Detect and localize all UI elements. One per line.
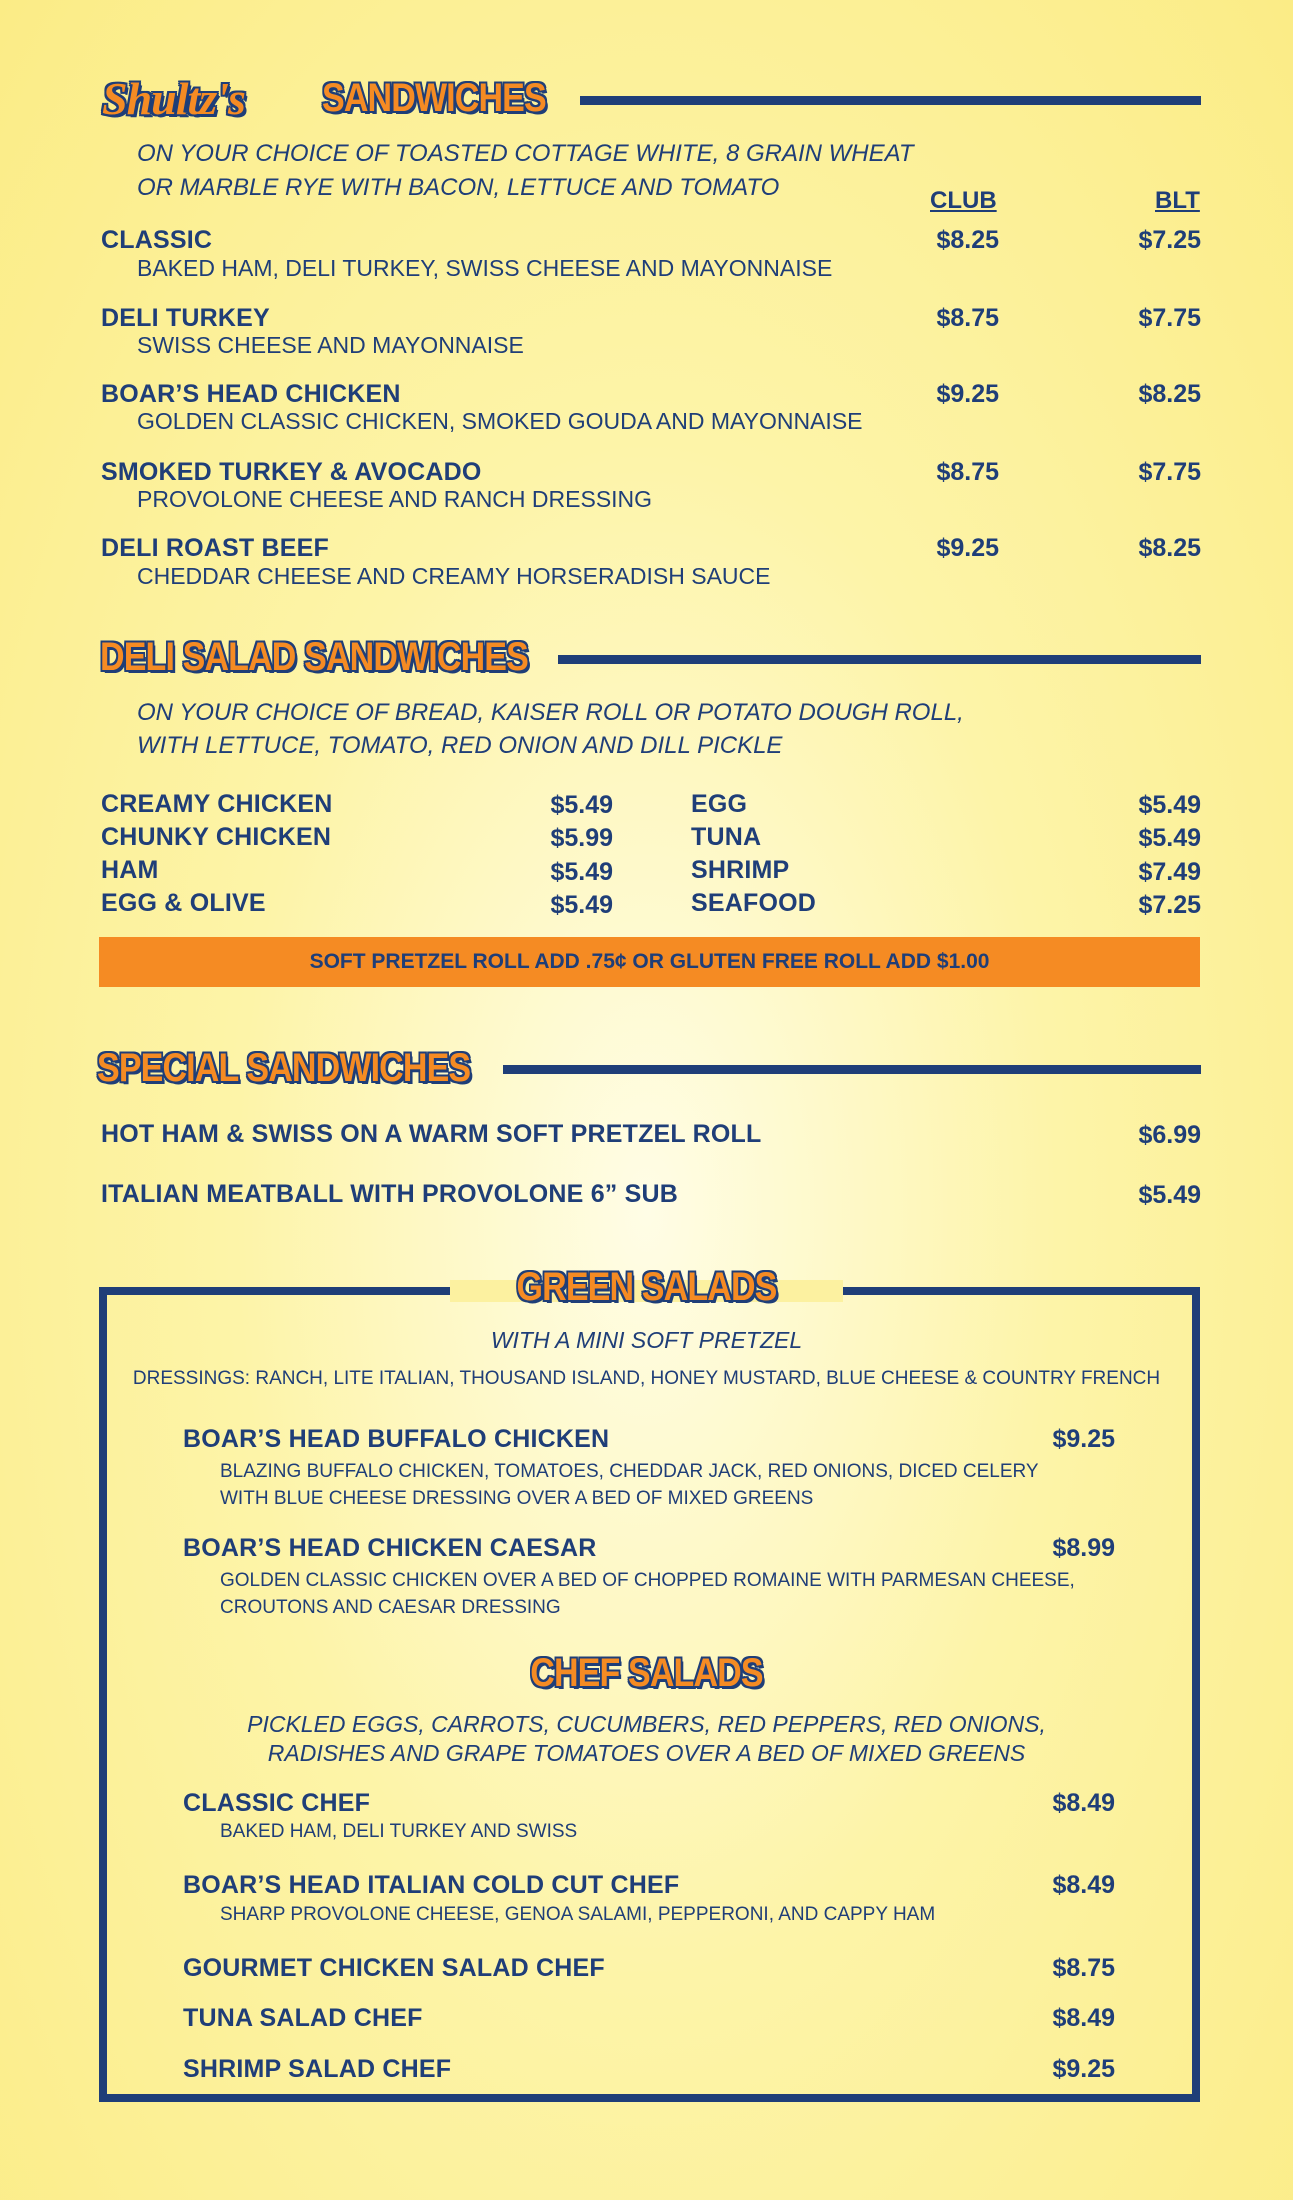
special-item-price: $5.49 <box>1138 1181 1201 1209</box>
roll-upgrade-banner: SOFT PRETZEL ROLL ADD .75¢ OR GLUTEN FREE ROLL ADD $1.00 <box>99 937 1200 987</box>
sandwich-name: DELI TURKEY <box>101 304 270 332</box>
salad-desc-2: CROUTONS AND CAESAR DRESSING <box>220 1597 561 1618</box>
chef-price: $8.49 <box>1052 1871 1115 1899</box>
sandwiches-intro-1: ON YOUR CHOICE OF TOASTED COTTAGE WHITE, 8 GRAIN WHEAT <box>137 140 914 167</box>
special-item-name: ITALIAN MEATBALL WITH PROVOLONE 6” SUB <box>101 1180 679 1208</box>
chef-desc: BAKED HAM, DELI TURKEY AND SWISS <box>220 1821 578 1842</box>
deli-item-price: $7.25 <box>1138 891 1201 919</box>
sandwich-name: DELI ROAST BEEF <box>101 534 330 562</box>
deli-item-price: $5.99 <box>550 824 613 852</box>
blt-price: $8.25 <box>1138 534 1201 562</box>
blt-price: $7.75 <box>1138 304 1201 332</box>
sandwich-name: SMOKED TURKEY & AVOCADO <box>101 458 482 486</box>
salad-name: BOAR’S HEAD BUFFALO CHICKEN <box>183 1425 610 1453</box>
special-heading: SPECIAL SANDWICHES <box>97 1046 471 1090</box>
chef-price: $8.49 <box>1052 1789 1115 1817</box>
sandwich-desc: GOLDEN CLASSIC CHICKEN, SMOKED GOUDA AND MAYONNAISE <box>137 408 863 434</box>
salad-desc-1: GOLDEN CLASSIC CHICKEN OVER A BED OF CHOPPED ROMAINE WITH PARMESAN CHEESE, <box>220 1570 1075 1591</box>
sandwich-name: BOAR’S HEAD CHICKEN <box>101 380 401 408</box>
deli-item-price: $5.49 <box>1138 824 1201 852</box>
deli-item-name: CREAMY CHICKEN <box>101 790 333 818</box>
club-price: $8.75 <box>936 458 999 486</box>
deli-item-name: HAM <box>101 856 159 884</box>
deli-item-price: $5.49 <box>550 891 613 919</box>
blt-price: $7.75 <box>1138 458 1201 486</box>
deli-item-name: EGG & OLIVE <box>101 889 266 917</box>
sandwiches-intro-2: OR MARBLE RYE WITH BACON, LETTUCE AND TOMATO <box>137 174 780 201</box>
club-price: $9.25 <box>936 534 999 562</box>
sandwich-desc: CHEDDAR CHEESE AND CREAMY HORSERADISH SAUCE <box>137 563 771 589</box>
chef-intro-2: RADISHES AND GRAPE TOMATOES OVER A BED OF MIXED GREENS <box>267 1740 1026 1766</box>
salad-price: $8.99 <box>1052 1534 1115 1562</box>
special-item-name: HOT HAM & SWISS ON A WARM SOFT PRETZEL ROLL <box>101 1120 762 1148</box>
deli-item-price: $5.49 <box>1138 791 1201 819</box>
deli-heading: DELI SALAD SANDWICHES <box>100 635 528 679</box>
salad-name: BOAR’S HEAD CHICKEN CAESAR <box>183 1534 597 1562</box>
chef-name: CLASSIC CHEF <box>183 1789 371 1817</box>
deli-item-name: TUNA <box>691 823 762 851</box>
green-salads-subtitle: WITH A MINI SOFT PRETZEL <box>490 1327 803 1353</box>
blt-price: $7.25 <box>1138 226 1201 254</box>
chef-price: $8.49 <box>1052 2004 1115 2032</box>
salad-price: $9.25 <box>1052 1425 1115 1453</box>
sandwich-desc: BAKED HAM, DELI TURKEY, SWISS CHEESE AND MAYONNAISE <box>137 255 833 281</box>
special-rule <box>503 1065 1201 1074</box>
brand-script: Shultz's <box>102 73 245 124</box>
chef-price: $8.75 <box>1052 1954 1115 1982</box>
salad-desc-1: BLAZING BUFFALO CHICKEN, TOMATOES, CHEDDAR JACK, RED ONIONS, DICED CELERY <box>220 1461 1039 1482</box>
deli-intro-1: ON YOUR CHOICE OF BREAD, KAISER ROLL OR POTATO DOUGH ROLL, <box>137 699 964 726</box>
sandwiches-heading: SANDWICHES <box>322 76 546 120</box>
deli-item-name: EGG <box>691 790 748 818</box>
chef-name: BOAR’S HEAD ITALIAN COLD CUT CHEF <box>183 1871 680 1899</box>
sandwich-name: CLASSIC <box>101 226 213 254</box>
deli-item-name: CHUNKY CHICKEN <box>101 823 332 851</box>
green-salads-heading: GREEN SALADS <box>516 1265 777 1309</box>
chef-name: TUNA SALAD CHEF <box>183 2004 423 2032</box>
chef-salads-heading: CHEF SALADS <box>530 1651 763 1695</box>
deli-item-price: $7.49 <box>1138 858 1201 886</box>
club-price: $9.25 <box>936 380 999 408</box>
club-price: $8.75 <box>936 304 999 332</box>
chef-intro-1: PICKLED EGGS, CARROTS, CUCUMBERS, RED PEPPERS, RED ONIONS, <box>247 1711 1046 1737</box>
special-item-price: $6.99 <box>1138 1121 1201 1149</box>
sandwiches-rule <box>580 96 1201 105</box>
chef-name: GOURMET CHICKEN SALAD CHEF <box>183 1954 605 1982</box>
salad-desc-2: WITH BLUE CHEESE DRESSING OVER A BED OF MIXED GREENS <box>220 1488 814 1509</box>
deli-item-name: SHRIMP <box>691 856 790 884</box>
sandwich-desc: PROVOLONE CHEESE AND RANCH DRESSING <box>137 486 653 512</box>
chef-price: $9.25 <box>1052 2055 1115 2083</box>
deli-rule <box>558 655 1201 664</box>
dressings-list: DRESSINGS: RANCH, LITE ITALIAN, THOUSAND ISLAND, HONEY MUSTARD, BLUE CHEESE & COUNTRY FRENCH <box>132 1368 1161 1389</box>
chef-name: SHRIMP SALAD CHEF <box>183 2055 452 2083</box>
deli-item-price: $5.49 <box>550 858 613 886</box>
blt-price: $8.25 <box>1138 380 1201 408</box>
deli-intro-2: WITH LETTUCE, TOMATO, RED ONION AND DILL PICKLE <box>137 732 783 759</box>
sandwich-desc: SWISS CHEESE AND MAYONNAISE <box>137 332 524 358</box>
deli-item-name: SEAFOOD <box>691 889 817 917</box>
column-club: CLUB <box>930 187 997 214</box>
chef-desc: SHARP PROVOLONE CHEESE, GENOA SALAMI, PEPPERONI, AND CAPPY HAM <box>220 1904 936 1925</box>
deli-item-price: $5.49 <box>550 791 613 819</box>
club-price: $8.25 <box>936 226 999 254</box>
column-blt: BLT <box>1155 187 1200 214</box>
